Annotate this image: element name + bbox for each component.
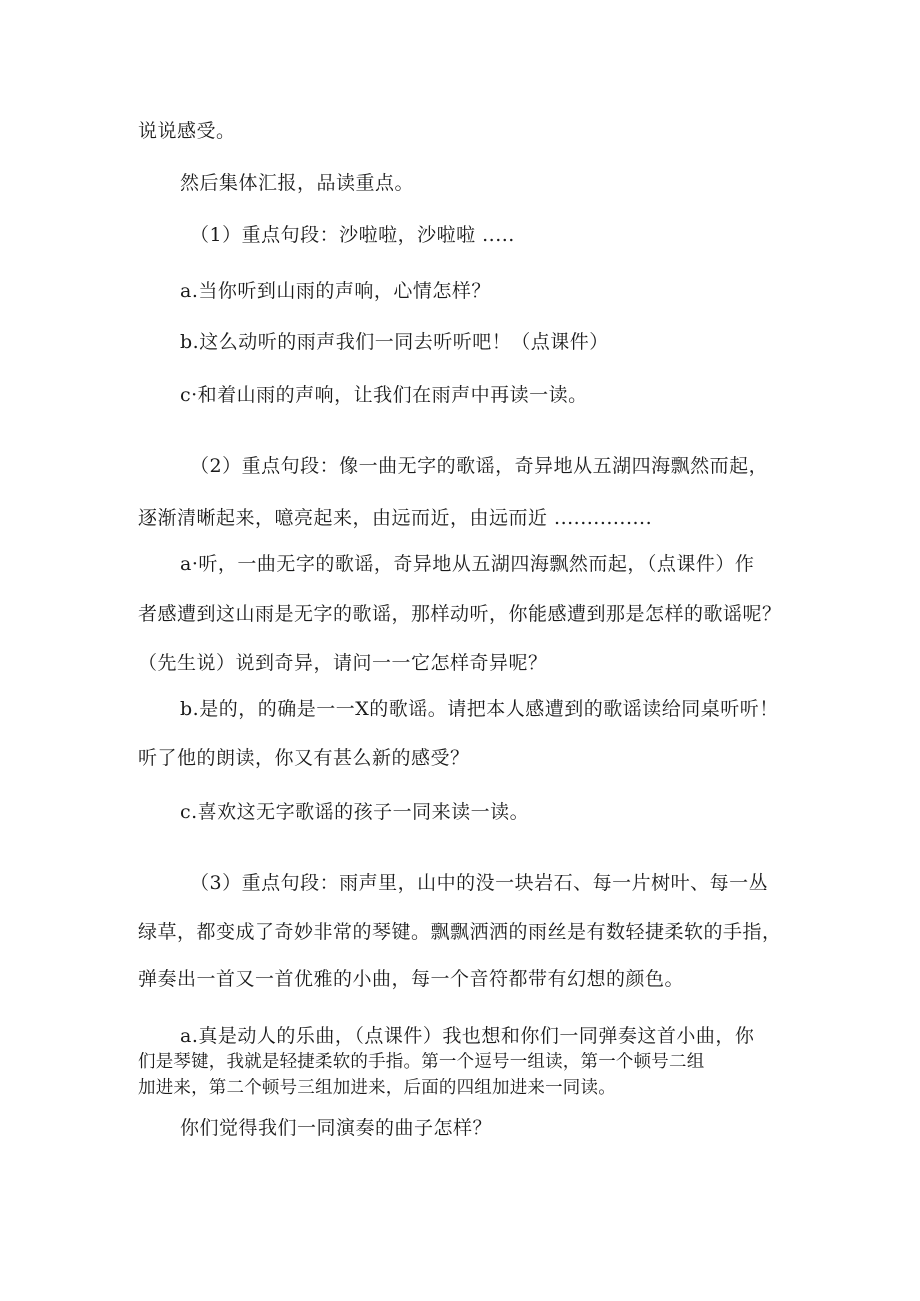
- text-line: 听了他的朗读，你又有甚么新的感受？: [138, 747, 470, 769]
- text-line: 说说感受。: [138, 120, 236, 142]
- text-line: c.喜欢这无字歌谣的孩子一同来读一读。: [180, 801, 530, 823]
- text-line: 绿草，都变成了奇妙非常的琴键。飘飘洒洒的雨丝是有数轻捷柔软的手指，: [138, 921, 782, 943]
- text-line: （先生说）说到奇异，请问一一它怎样奇异呢？: [138, 652, 548, 674]
- text-line: （1）重点句段：沙啦啦，沙啦啦 .....: [190, 224, 515, 246]
- text-line: （3）重点句段：雨声里，山中的没一块岩石、每一片树叶、每一丛: [190, 872, 769, 894]
- text-line: 加进来，第二个顿号三组加进来，后面的四组加进来一同读。: [138, 1078, 616, 1098]
- text-line: a.真是动人的乐曲，（点课件）我也想和你们一同弹奏这首小曲，你: [180, 1025, 755, 1047]
- text-line: 然后集体汇报，品读重点。: [180, 172, 415, 194]
- text-line: a·听，一曲无字的歌谣，奇异地从五湖四海飘然而起，（点课件）作: [180, 553, 755, 575]
- text-line: a.当你听到山雨的声响，心情怎样？: [180, 280, 491, 302]
- text-line: 们是琴键，我就是轻捷柔软的手指。第一个逗号一组读，第一个顿号二组: [138, 1052, 705, 1072]
- text-line: （2）重点句段：像一曲无字的歌谣，奇异地从五湖四海飘然而起，: [190, 455, 769, 477]
- text-line: b.是的，的确是一一X的歌谣。请把本人感遭到的歌谣读给同桌听听！: [180, 698, 779, 720]
- text-line: b.这么动听的雨声我们一同去听听吧！（点课件）: [180, 331, 609, 353]
- text-line: 逐渐清晰起来，噫亮起来，由远而近，由远而近 ...............: [138, 507, 653, 529]
- text-line: 者感遭到这山雨是无字的歌谣，那样动听，你能感遭到那是怎样的歌谣呢？: [138, 603, 782, 625]
- text-line: 你们觉得我们一同演奏的曲子怎样？: [180, 1117, 493, 1139]
- text-line: 弹奏出一首又一首优雅的小曲，每一个音符都带有幻想的颜色。: [138, 968, 685, 990]
- text-line: c·和着山雨的声响，让我们在雨声中再读一读。: [180, 384, 588, 406]
